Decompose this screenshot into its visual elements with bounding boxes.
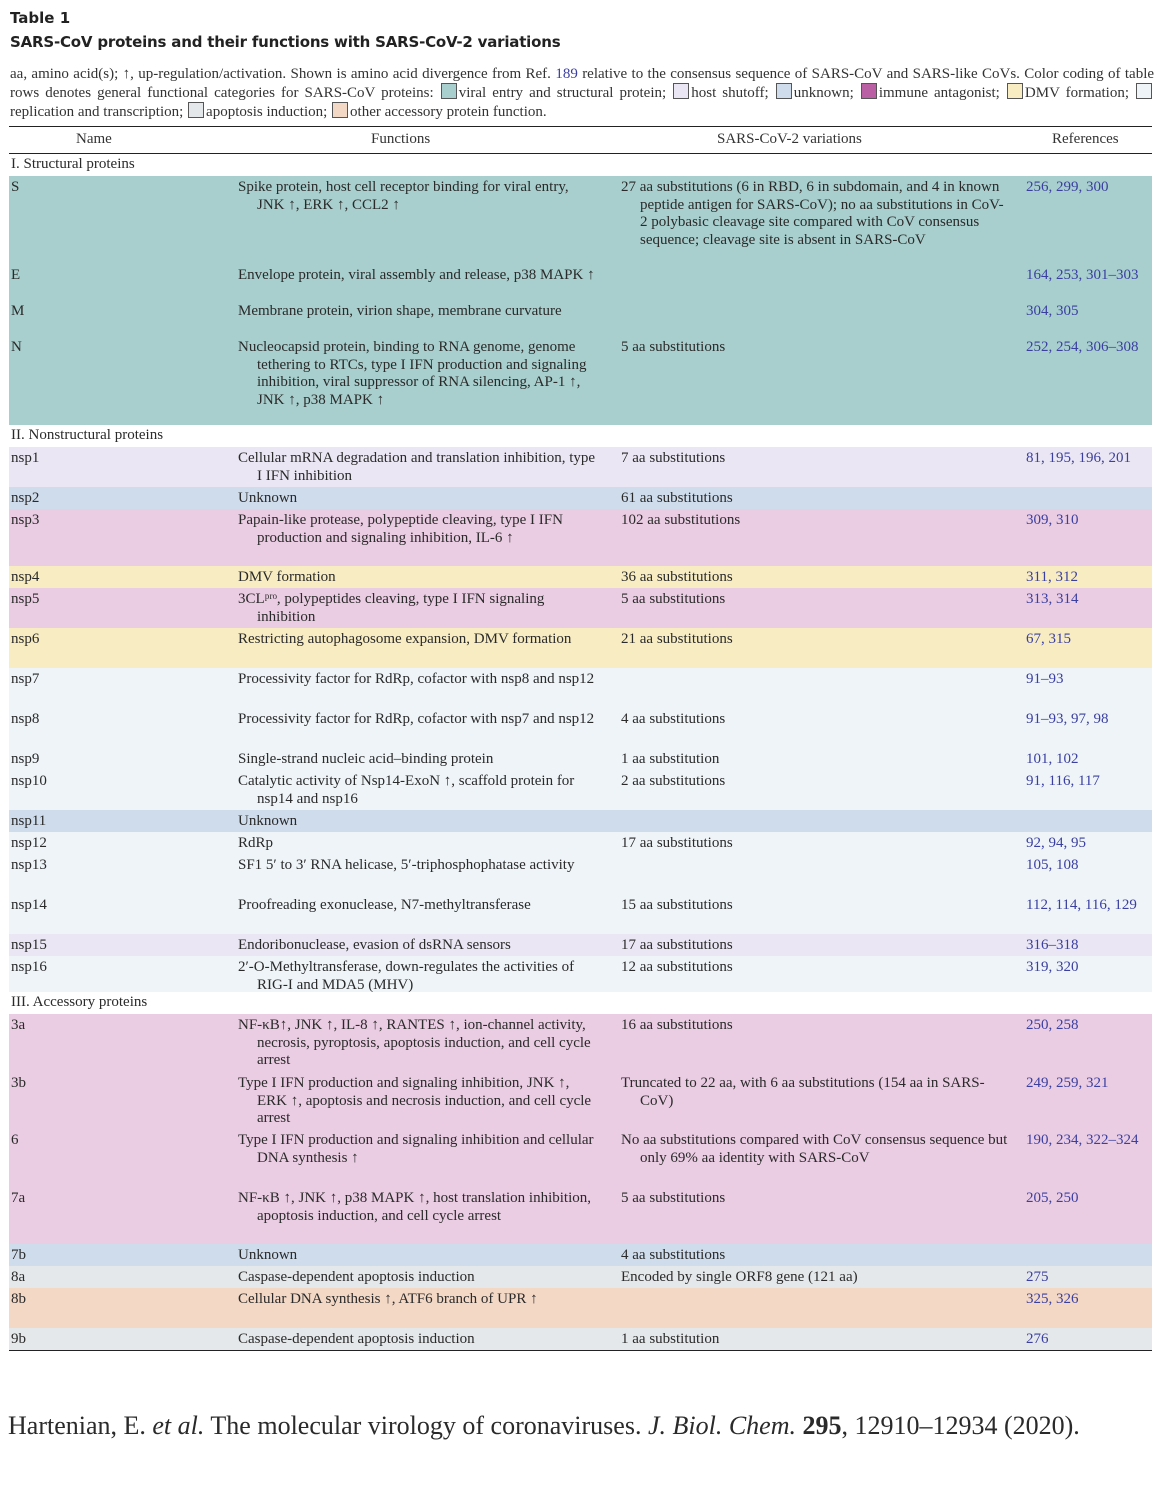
protein-name: nsp9 (11, 751, 40, 767)
protein-name: nsp5 (11, 591, 40, 607)
protein-name: 7a (11, 1190, 26, 1206)
citation-journal: J. Biol. Chem. (647, 1411, 796, 1440)
protein-name: nsp13 (11, 857, 47, 873)
table-row (9, 708, 1152, 748)
protein-function: Caspase-dependent apoptosis induction (238, 1269, 475, 1285)
reference-links[interactable]: 276 (1026, 1331, 1049, 1347)
section-title: II. Nonstructural proteins (11, 427, 164, 443)
table-row (9, 748, 1152, 770)
protein-function: Type I IFN production and signaling inhibition, JNK ↑, ERK ↑, apoptosis and necrosis induction, and cell cycle arrest (238, 1075, 592, 1127)
sars-cov-2-variation: 36 aa substitutions (621, 569, 733, 585)
protein-name: 8a (11, 1269, 26, 1285)
table-row (9, 668, 1152, 708)
reference-links[interactable]: 91–93, 97, 98 (1026, 711, 1109, 727)
legend-swatch (861, 83, 877, 99)
sars-cov-2-variation: 21 aa substitutions (621, 631, 733, 647)
table-legend (10, 65, 1154, 121)
protein-name: nsp4 (11, 569, 40, 585)
protein-function: RdRp (238, 835, 274, 851)
reference-links[interactable]: 252, 254, 306–308 (1026, 339, 1139, 355)
reference-links[interactable]: 92, 94, 95 (1026, 835, 1086, 851)
table-row (9, 1129, 1152, 1187)
sars-cov-2-variation: 16 aa substitutions (621, 1017, 733, 1033)
legend-category-label: host shutoff; (691, 85, 769, 101)
protein-name: nsp10 (11, 773, 47, 789)
protein-function: Restricting autophagosome expansion, DMV formation (238, 631, 572, 647)
reference-links[interactable]: 250, 258 (1026, 1017, 1079, 1033)
reference-links[interactable]: 313, 314 (1026, 591, 1079, 607)
table-row (9, 487, 1152, 509)
reference-links[interactable]: 275 (1026, 1269, 1049, 1285)
table-row (9, 300, 1152, 336)
table-row (9, 1288, 1152, 1328)
sars-cov-2-variation: 17 aa substitutions (621, 835, 733, 851)
reference-links[interactable]: 316–318 (1026, 937, 1079, 953)
protein-function: Cellular mRNA degradation and translation inhibition, type I IFN inhibition (238, 450, 596, 484)
reference-links[interactable]: 67, 315 (1026, 631, 1071, 647)
protein-function: Unknown (238, 1247, 298, 1263)
table-row (9, 447, 1152, 487)
protein-name: nsp7 (11, 671, 40, 687)
table-row (9, 1266, 1152, 1288)
protein-name: nsp11 (11, 813, 47, 829)
table-row (9, 854, 1152, 894)
protein-name: 6 (11, 1132, 19, 1148)
protein-name: nsp14 (11, 897, 47, 913)
reference-links[interactable]: 112, 114, 116, 129 (1026, 897, 1137, 913)
sars-cov-2-variation: Truncated to 22 aa, with 6 aa substitutions (154 aa in SARS-CoV) (621, 1075, 985, 1109)
section-title: I. Structural proteins (11, 156, 135, 172)
protein-name: M (11, 303, 25, 319)
protein-name: nsp6 (11, 631, 40, 647)
protein-function: Unknown (238, 490, 298, 506)
protein-function: Proofreading exonuclease, N7-methyltransferase (238, 897, 531, 913)
citation (8, 1407, 1148, 1445)
reference-links[interactable]: 325, 326 (1026, 1291, 1079, 1307)
reference-links[interactable]: 309, 310 (1026, 512, 1079, 528)
table-row (9, 770, 1152, 810)
sars-cov-2-variation: 102 aa substitutions (621, 512, 741, 528)
citation-pages: , 12910–12934 (2020). (841, 1411, 1080, 1440)
legend-swatch (332, 102, 348, 118)
reference-links[interactable]: 256, 299, 300 (1026, 179, 1109, 195)
reference-links[interactable]: 105, 108 (1026, 857, 1079, 873)
table-row (9, 894, 1152, 934)
legend-category-label: unknown; (793, 85, 854, 101)
sars-cov-2-variation: 17 aa substitutions (621, 937, 733, 953)
sars-cov-2-variation: 4 aa substitutions (621, 711, 726, 727)
reference-links[interactable]: 91–93 (1026, 671, 1064, 687)
protein-function: Catalytic activity of Nsp14-ExoN ↑, scaffold protein for nsp14 and nsp16 (238, 773, 575, 807)
table-row (9, 1187, 1152, 1244)
reference-links[interactable]: 311, 312 (1026, 569, 1078, 585)
protein-name: 7b (11, 1247, 26, 1263)
citation-etal: et al. (152, 1411, 205, 1440)
protein-function: DMV formation (238, 569, 336, 585)
protein-table (9, 126, 1152, 1351)
sars-cov-2-variation: 27 aa substitutions (6 in RBD, 6 in subdomain, and 4 in known peptide antigen for SARS-CoV); no aa substitutions in CoV-2 polybasic cleavage site compared with CoV consensus sequence; cleavage site is absent in SARS-CoV (621, 179, 1004, 249)
column-header-variations: SARS-CoV-2 variations (717, 131, 862, 147)
table-header-row (9, 127, 1152, 154)
legend-intro: aa, amino acid(s); ↑, up-regulation/activation. Shown is amino acid divergence from Ref. (10, 66, 551, 82)
section-header (9, 425, 1152, 447)
table-row (9, 336, 1152, 425)
citation-title: The molecular virology of coronaviruses. (210, 1411, 642, 1440)
reference-links[interactable]: 205, 250 (1026, 1190, 1079, 1206)
reference-links[interactable]: 190, 234, 322–324 (1026, 1132, 1139, 1148)
sars-cov-2-variation: No aa substitutions compared with CoV consensus sequence but only 69% aa identity with SARS-CoV (621, 1132, 1008, 1166)
table-row (9, 628, 1152, 668)
protein-name: 9b (11, 1331, 26, 1347)
sars-cov-2-variation: 5 aa substitutions (621, 1190, 726, 1206)
table-row (9, 588, 1152, 628)
legend-swatch (673, 83, 689, 99)
legend-swatch (776, 83, 792, 99)
legend-swatch (1007, 83, 1023, 99)
section-header (9, 154, 1152, 176)
protein-function: Cellular DNA synthesis ↑, ATF6 branch of UPR ↑ (238, 1291, 538, 1307)
citation-volume: 295 (802, 1411, 842, 1440)
table-row (9, 509, 1152, 566)
protein-function: Processivity factor for RdRp, cofactor with nsp7 and nsp12 (238, 711, 595, 727)
sars-cov-2-variation: 1 aa substitution (621, 1331, 720, 1347)
protein-function: Nucleocapsid protein, binding to RNA genome, genome tethering to RTCs, type I IFN production and signaling inhibition, viral suppressor of RNA silencing, AP-1 ↑, JNK ↑, p38 MAPK ↑ (238, 339, 587, 409)
citation-authors: Hartenian, E. (8, 1411, 146, 1440)
legend-category-label: viral entry and structural protein; (458, 85, 667, 101)
protein-name: nsp16 (11, 959, 47, 975)
legend-swatch (441, 83, 457, 99)
protein-function: SF1 5′ to 3′ RNA helicase, 5′-triphosphophatase activity (238, 857, 575, 873)
sars-cov-2-variation: 12 aa substitutions (621, 959, 733, 975)
table-row (9, 1328, 1152, 1350)
protein-function: NF-κB↑, JNK ↑, IL-8 ↑, RANTES ↑, ion-channel activity, necrosis, pyroptosis, apoptosis induction, and cell cycle arrest (238, 1017, 591, 1069)
reference-links[interactable]: 164, 253, 301–303 (1026, 267, 1139, 283)
protein-function: Membrane protein, virion shape, membrane curvature (238, 303, 562, 319)
column-header-name: Name (76, 131, 112, 147)
reference-links[interactable]: 101, 102 (1026, 751, 1079, 767)
legend-category-label: other accessory protein function. (350, 104, 547, 120)
table-row (9, 566, 1152, 588)
legend-category-label: replication and transcription; (10, 104, 184, 120)
protein-name: E (11, 267, 21, 283)
protein-name: nsp1 (11, 450, 40, 466)
table-row (9, 1072, 1152, 1129)
section-header (9, 992, 1152, 1014)
protein-name: 8b (11, 1291, 26, 1307)
table-row (9, 810, 1152, 832)
section-title: III. Accessory proteins (11, 994, 148, 1010)
sars-cov-2-variation: 61 aa substitutions (621, 490, 733, 506)
protein-name: 3b (11, 1075, 26, 1091)
sars-cov-2-variation: 4 aa substitutions (621, 1247, 726, 1263)
protein-function: Spike protein, host cell receptor binding for viral entry, JNK ↑, ERK ↑, CCL2 ↑ (238, 179, 569, 213)
protein-name: 3a (11, 1017, 26, 1033)
protein-function: Single-strand nucleic acid–binding protein (238, 751, 494, 767)
sars-cov-2-variation: 15 aa substitutions (621, 897, 733, 913)
protein-name: nsp12 (11, 835, 47, 851)
table-row (9, 1014, 1152, 1072)
protein-function: 3CLᵖʳᵒ, polypeptides cleaving, type I IFN signaling inhibition (238, 591, 545, 625)
legend-swatch (188, 102, 204, 118)
protein-function: Caspase-dependent apoptosis induction (238, 1331, 475, 1347)
protein-function: Endoribonuclease, evasion of dsRNA sensors (238, 937, 511, 953)
table-row (9, 264, 1152, 300)
protein-name: nsp8 (11, 711, 40, 727)
legend-swatch (1136, 83, 1152, 99)
table-row (9, 934, 1152, 956)
protein-function: Type I IFN production and signaling inhibition and cellular DNA synthesis ↑ (238, 1132, 594, 1166)
protein-name: S (11, 179, 20, 195)
table-body (9, 154, 1152, 1350)
protein-name: nsp3 (11, 512, 40, 528)
protein-name: nsp2 (11, 490, 40, 506)
protein-function: Unknown (238, 813, 298, 829)
sars-cov-2-variation: 7 aa substitutions (621, 450, 726, 466)
table-row (9, 832, 1152, 854)
column-header-functions: Functions (371, 131, 431, 147)
reference-links[interactable]: 81, 195, 196, 201 (1026, 450, 1131, 466)
reference-links[interactable]: 304, 305 (1026, 303, 1079, 319)
sars-cov-2-variation: 1 aa substitution (621, 751, 720, 767)
table-row (9, 1244, 1152, 1266)
table-row (9, 956, 1152, 992)
legend-category-label: apoptosis induction; (206, 104, 328, 120)
sars-cov-2-variation: 5 aa substitutions (621, 339, 726, 355)
protein-function: Envelope protein, viral assembly and release, p38 MAPK ↑ (238, 267, 595, 283)
reference-links[interactable]: 249, 259, 321 (1026, 1075, 1109, 1091)
legend-category-label: immune antagonist; (878, 85, 1000, 101)
sars-cov-2-variation: 5 aa substitutions (621, 591, 726, 607)
reference-links[interactable]: 319, 320 (1026, 959, 1079, 975)
sars-cov-2-variation: 2 aa substitutions (621, 773, 726, 789)
legend-reference-link[interactable]: 189 (555, 66, 578, 82)
table-row (9, 176, 1152, 264)
protein-function: Processivity factor for RdRp, cofactor with nsp8 and nsp12 (238, 671, 595, 687)
protein-function: Papain-like protease, polypeptide cleaving, type I IFN production and signaling inhibition, IL-6 ↑ (238, 512, 563, 546)
column-header-references: References (1052, 131, 1119, 147)
table-title: SARS-CoV proteins and their functions with SARS-CoV-2 variations (10, 33, 561, 51)
sars-cov-2-variation: Encoded by single ORF8 gene (121 aa) (621, 1269, 858, 1285)
protein-function: 2′-O-Methyltransferase, down-regulates the activities of RIG-I and MDA5 (MHV) (238, 959, 575, 992)
reference-links[interactable]: 91, 116, 117 (1026, 773, 1100, 789)
protein-function: NF-κB ↑, JNK ↑, p38 MAPK ↑, host translation inhibition, apoptosis induction, and cell cycle arrest (238, 1190, 591, 1224)
protein-name: N (11, 339, 22, 355)
protein-name: nsp15 (11, 937, 47, 953)
table-label: Table 1 (10, 9, 71, 27)
legend-intro-end: relative to the consensus sequence of SARS-CoV and SARS-like CoVs. Color coding of table rows denotes general functional categories for SARS-CoV proteins: (10, 66, 1155, 101)
legend-category-label: DMV formation; (1024, 85, 1130, 101)
